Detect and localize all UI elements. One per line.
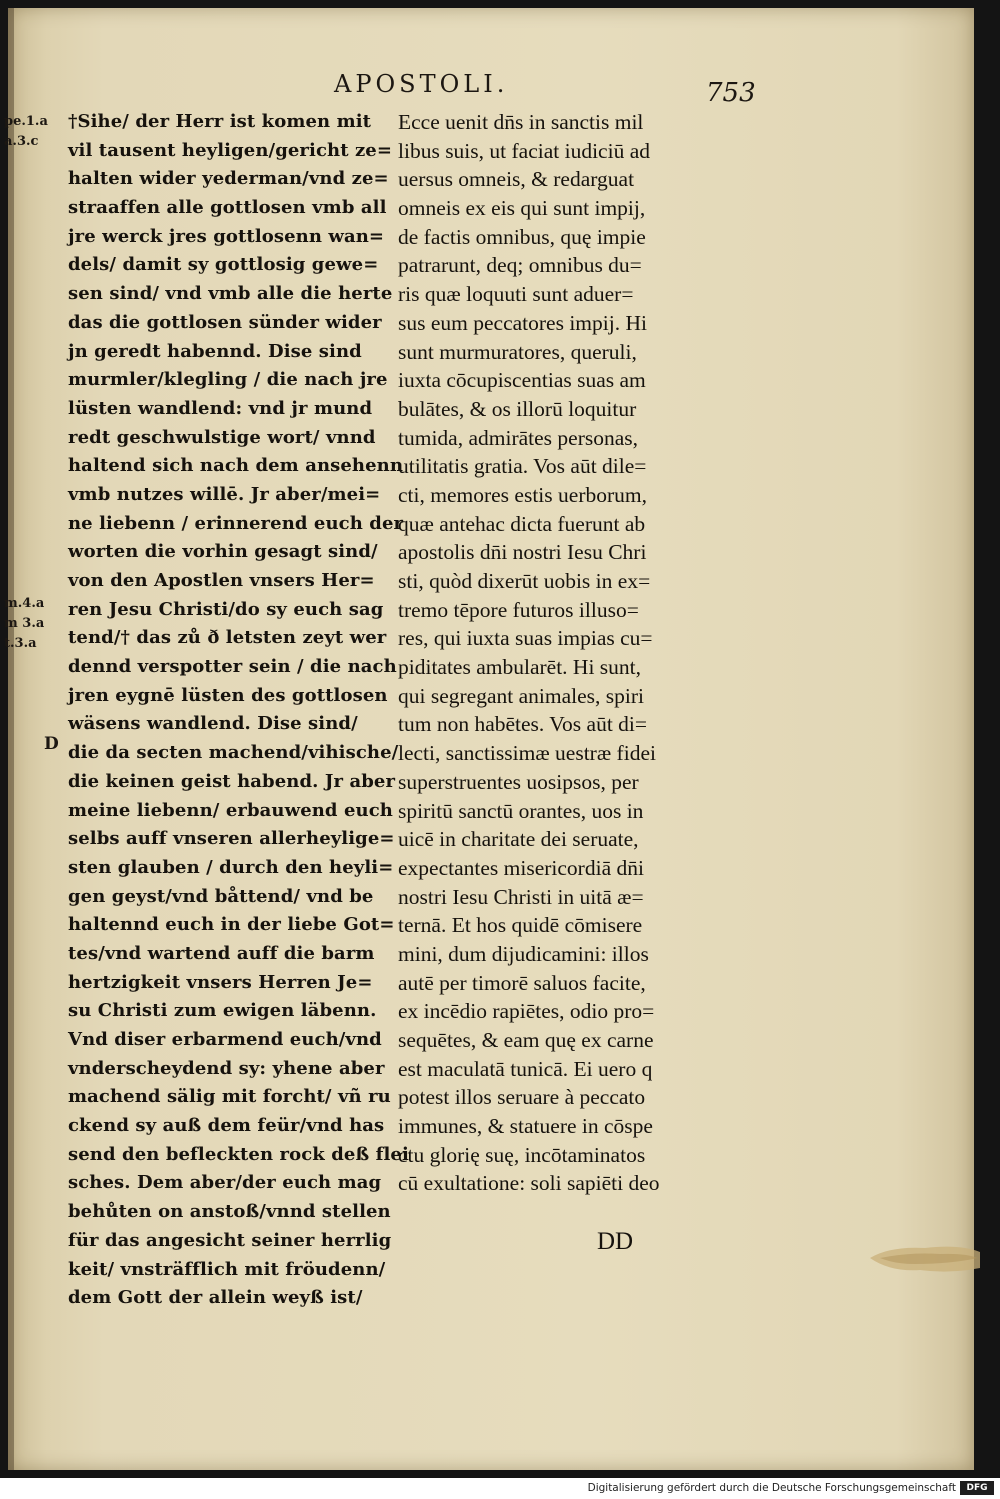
text-line: autē per timorē saluos facite, [398,970,646,995]
text-line: ren Jesu Christi/do sy euch sag [68,598,384,620]
text-line: keit/ vnsträfflich mit fröudenn/ [68,1258,386,1280]
footer-bar [0,1478,1000,1499]
text-line: das die gottlosen sünder wider [68,311,382,333]
text-line: iuxta cōcupiscentias suas am [398,368,646,393]
text-line: uersus omneis, & redarguat [398,167,635,192]
text-line: sus eum peccatores impij. Hi [398,310,647,335]
text-line: apostolis dn̄i nostri Iesu Chri [398,540,647,565]
text-line: sequētes, & eam quę ex carne [398,1028,654,1052]
margin-note: pe.1.a [4,114,48,129]
text-line: vnderscheydend sy: yhene aber [68,1057,385,1079]
text-line: ckend sy auß dem feür/vnd has [68,1115,385,1137]
text-line: uicē in charitate dei seruate, [398,827,639,852]
text-line: tremo tēpore futuros illuso= [398,597,639,622]
margin-note: m.4.a [4,596,45,611]
text-line: piditates ambularēt. Hi sunt, [398,655,642,680]
text-line: worten die vorhin gesagt sind/ [68,541,378,563]
text-line: immunes, & statuere in cōspe [398,1114,653,1139]
text-line: jre werck jres gottlosenn wan= [68,225,385,247]
text-line: murmler/klegling / die nach jre [68,369,388,391]
text-line: patrarunt, deq; omnibus du= [398,253,642,278]
text-line: Vnd diser erbarmend euch/vnd [68,1029,382,1050]
page-number: 753 [706,78,756,108]
text-line: quæ antehac dicta fuerunt ab [398,511,646,536]
text-line: mini, dum dijudicamini: illos [398,941,649,966]
text-line: Ecce uenit dn̄s in sanctis mil [398,110,644,134]
text-line: jren eygnē lüsten des gottlosen [68,684,388,706]
text-line: von den Apostlen vnsers Her= [68,570,375,591]
text-line: ternā. Et hos quidē cōmisere [398,913,643,938]
text-line: tend/† das zů ð letsten zeyt wer [68,627,387,649]
text-line: straaffen alle gottlosen vmb all [68,197,387,219]
margin-note: a.3.c [4,134,39,149]
text-line: superstruentes uosipsos, per [398,769,639,794]
margin-note: m 3.a [4,616,45,631]
text-line: ctu glorię suę, incōtaminatos [398,1142,646,1167]
text-line: su Christi zum ewigen läbenn. [68,1000,377,1022]
text-line: de factis omnibus, quę impie [398,224,646,249]
text-line: jn geredt habennd. Dise sind [68,340,362,362]
text-line: spiritū sanctū orantes, uos in [398,798,644,823]
text-line: machend sälig mit forcht/ vñ ru [68,1086,391,1108]
text-line: tum non habētes. Vos aūt di= [398,712,648,737]
text-line: tes/vnd wartend auff die barm [68,942,375,964]
text-line: omneis ex eis qui sunt impij, [398,196,646,221]
dfg-logo: DFG [960,1481,994,1495]
text-line: nostri Iesu Christi in uitā æ= [398,884,644,909]
text-line: libus suis, ut faciat iudiciū ad [398,138,650,163]
german-text-column [68,108,409,1313]
text-line: gen geyst/vnd båttend/ vnd be [68,885,374,907]
text-line: †Sihe/ der Herr ist komen mit [68,111,372,132]
text-line: lecti, sanctissimæ uestræ fidei [398,741,656,766]
text-line: die keinen geist habend. Jr aber [68,770,396,792]
text-line: vil tausent heyligen/gericht ze= [68,139,393,161]
text-line: ne liebenn / erinnerend euch der [68,512,404,534]
text-line: sen sind/ vnd vmb alle die herte [68,283,393,305]
text-line: selbs auff vnseren allerheylige= [68,828,395,850]
text-line: potest illos seruare à peccato [398,1085,646,1110]
page-gutter-shadow [8,8,14,1470]
text-line: sten glauben / durch den heyli= [68,856,394,878]
text-line: dem Gott der allein weyß ist/ [68,1287,363,1309]
text-line: cū exultatione: soli sapiēti deo [398,1171,660,1196]
text-line: dennd verspotter sein / die nach [68,656,397,678]
text-line: haltennd euch in der liebe Got= [68,914,395,936]
funding-credit: Digitalisierung gefördert durch die Deutsche Forschungsgemeinschaft [587,1482,956,1494]
paper-stain [870,1238,980,1278]
text-line: cti, memores estis uerborum, [398,482,647,507]
text-line: bulātes, & os illorū loquitur [398,396,637,421]
margin-note: t.3.a [4,636,37,651]
text-line: dels/ damit sy gottlosig gewe= [68,254,379,276]
margin-note-letter: D [44,734,59,754]
text-line: send den befleckten rock deß flei [68,1143,409,1165]
text-line: expectantes misericordiā dn̄i [398,855,644,880]
text-line: lüsten wandlend: vnd jr mund [68,397,373,419]
text-line: behůten on anstoß/vnnd stellen [68,1201,391,1223]
text-line: est maculatā tunicā. Ei uero q [398,1056,653,1081]
text-line: qui segregant animales, spiri [398,683,644,708]
text-line: hertzigkeit vnsers Herren Je= [68,971,373,993]
text-line: meine liebenn/ erbauwend euch [68,799,393,821]
text-line: sches. Dem aber/der euch mag [68,1172,382,1194]
text-line: sti, quòd dixerūt uobis in ex= [398,569,651,593]
text-line: redt geschwulstige wort/ vnnd [68,426,376,448]
text-line: sunt murmuratores, queruli, [398,339,637,364]
text-line: für das angesicht seiner herrlig [68,1229,392,1251]
text-line: ris quæ loquuti sunt aduer= [398,282,634,307]
text-line: halten wider yederman/vnd ze= [68,168,389,190]
text-line: tumida, admirātes personas, [398,425,639,450]
text-line: utilitatis gratia. Vos aūt dile= [398,454,647,479]
text-line: die da secten machend/vihische/ [68,742,399,764]
text-line: ex incēdio rapiētes, odio pro= [398,999,655,1024]
text-line: res, qui iuxta suas impias cu= [398,626,653,651]
text-line: wäsens wandlend. Dise sind/ [68,713,358,735]
catchword: DD [597,1228,634,1255]
latin-text-column [398,108,743,1198]
text-line: haltend sich nach dem ansehenn [68,455,404,477]
text-line: vmb nutzes willē. Jr aber/mei= [68,483,381,505]
running-head: APOSTOLI. [334,70,509,98]
